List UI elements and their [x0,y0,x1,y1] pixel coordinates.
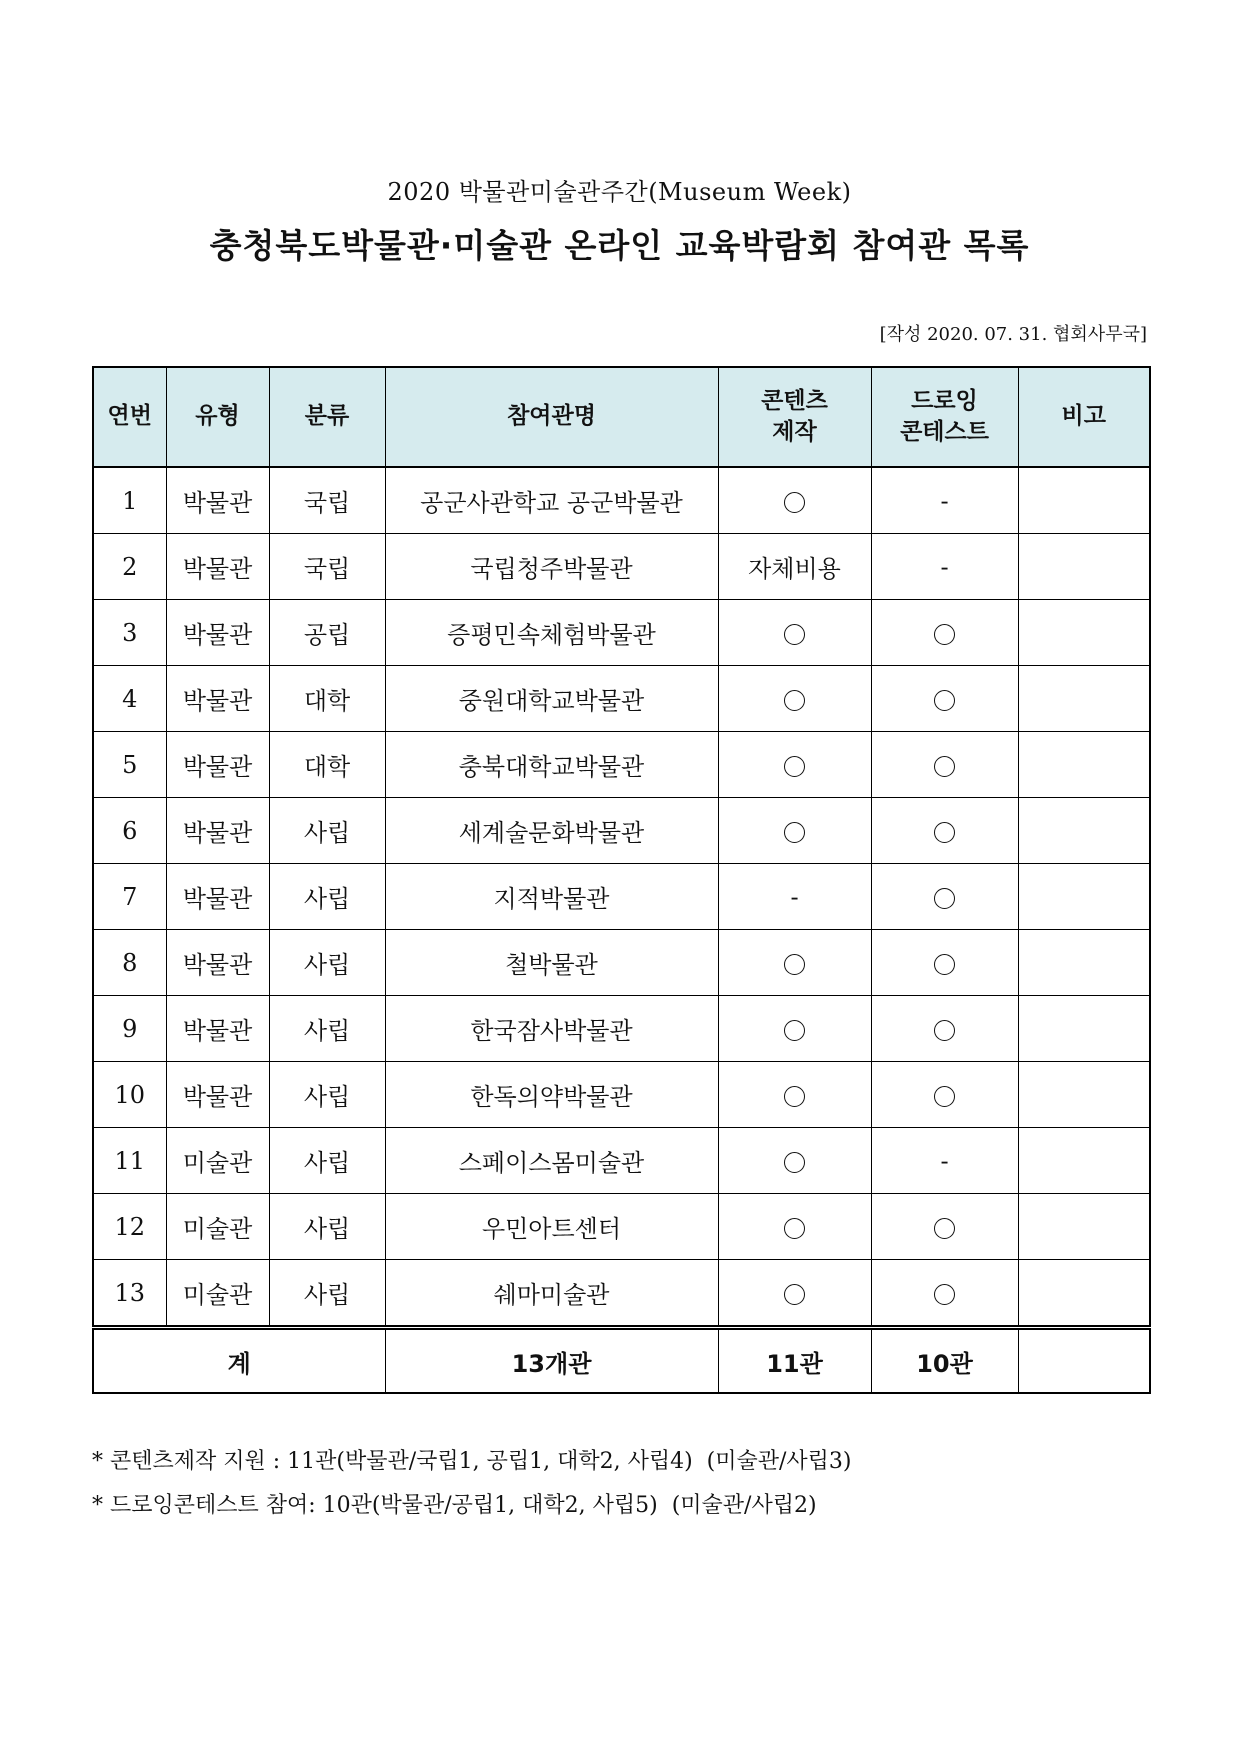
cell-type: 박물관 [166,798,269,864]
cell-drawing: - [871,534,1018,600]
table-row [93,864,1150,930]
cell-content [718,1194,871,1260]
cell-category: 공립 [269,600,385,666]
cell-type: 박물관 [166,534,269,600]
cell-no: 10 [93,1062,166,1128]
cell-name: 국립청주박물관 [385,534,718,600]
cell-remark [1018,1128,1150,1194]
cell-category: 국립 [269,534,385,600]
cell-drawing [871,996,1018,1062]
total-content: 11관 [718,1328,871,1394]
cell-type: 미술관 [166,1260,269,1328]
cell-remark [1018,1194,1150,1260]
cell-category: 사립 [269,864,385,930]
cell-category: 사립 [269,1128,385,1194]
cell-remark [1018,732,1150,798]
total-label: 계 [93,1328,385,1394]
cell-type: 박물관 [166,467,269,534]
cell-category: 사립 [269,1062,385,1128]
table-row [93,1260,1150,1328]
cell-no: 1 [93,467,166,534]
circle-mark-icon [934,888,955,909]
cell-remark [1018,996,1150,1062]
cell-name: 스페이스몸미술관 [385,1128,718,1194]
document-subtitle: 2020 박물관미술관주간(Museum Week) [387,178,852,206]
cell-drawing [871,798,1018,864]
col-header-type: 유형 [166,367,269,467]
cell-no: 11 [93,1128,166,1194]
cell-name: 한독의약박물관 [385,1062,718,1128]
col-header-remark: 비고 [1018,367,1150,467]
cell-name: 쉐마미술관 [385,1260,718,1328]
cell-type: 박물관 [166,666,269,732]
cell-remark [1018,1260,1150,1328]
cell-content [718,732,871,798]
table-row [93,930,1150,996]
table-row [93,467,1150,534]
cell-no: 6 [93,798,166,864]
circle-mark-icon [934,690,955,711]
circle-mark-icon [784,492,805,513]
cell-name: 우민아트센터 [385,1194,718,1260]
col-header-no: 연번 [93,367,166,467]
table-row [93,1194,1150,1260]
cell-remark [1018,467,1150,534]
circle-mark-icon [934,756,955,777]
cell-drawing: - [871,467,1018,534]
circle-mark-icon [934,822,955,843]
col-header-name: 참여관명 [385,367,718,467]
cell-drawing [871,666,1018,732]
circle-mark-icon [934,954,955,975]
cell-no: 3 [93,600,166,666]
cell-category: 사립 [269,798,385,864]
cell-name: 충북대학교박물관 [385,732,718,798]
circle-mark-icon [784,1086,805,1107]
circle-mark-icon [784,822,805,843]
table-row [93,600,1150,666]
col-header-category: 분류 [269,367,385,467]
cell-category: 국립 [269,467,385,534]
cell-name: 중원대학교박물관 [385,666,718,732]
circle-mark-icon [934,1020,955,1041]
document-title: 충청북도박물관·미술관 온라인 교육박람회 참여관 목록 [209,226,1030,265]
cell-content: 자체비용 [718,534,871,600]
cell-no: 12 [93,1194,166,1260]
circle-mark-icon [784,1152,805,1173]
total-drawing: 10관 [871,1328,1018,1394]
cell-remark [1018,864,1150,930]
cell-name: 한국잠사박물관 [385,996,718,1062]
cell-category: 대학 [269,732,385,798]
circle-mark-icon [784,690,805,711]
circle-mark-icon [784,954,805,975]
cell-no: 13 [93,1260,166,1328]
circle-mark-icon [934,1218,955,1239]
circle-mark-icon [934,1284,955,1305]
table-row [93,1128,1150,1194]
table-row [93,666,1150,732]
circle-mark-icon [784,756,805,777]
col-header-content: 콘텐츠 제작 [718,367,871,467]
cell-no: 4 [93,666,166,732]
cell-remark [1018,798,1150,864]
cell-category: 사립 [269,930,385,996]
table-header-row [93,367,1150,467]
cell-drawing [871,1260,1018,1328]
cell-content [718,798,871,864]
author-date-note: [작성 2020. 07. 31. 협회사무국] [879,324,1147,345]
cell-drawing [871,732,1018,798]
cell-content [718,467,871,534]
cell-content [718,666,871,732]
cell-content [718,1128,871,1194]
cell-name: 증평민속체험박물관 [385,600,718,666]
cell-drawing [871,864,1018,930]
cell-no: 5 [93,732,166,798]
table-row [93,534,1150,600]
cell-drawing [871,1062,1018,1128]
cell-category: 대학 [269,666,385,732]
cell-remark [1018,930,1150,996]
cell-no: 2 [93,534,166,600]
cell-content [718,1260,871,1328]
cell-category: 사립 [269,1260,385,1328]
cell-name: 공군사관학교 공군박물관 [385,467,718,534]
col-header-drawing: 드로잉 콘테스트 [871,367,1018,467]
cell-name: 세계술문화박물관 [385,798,718,864]
cell-category: 사립 [269,996,385,1062]
cell-drawing: - [871,1128,1018,1194]
cell-content [718,1062,871,1128]
circle-mark-icon [934,1086,955,1107]
cell-remark [1018,534,1150,600]
cell-type: 박물관 [166,600,269,666]
cell-drawing [871,1194,1018,1260]
circle-mark-icon [784,1284,805,1305]
cell-content [718,600,871,666]
cell-category: 사립 [269,1194,385,1260]
footnote-drawing: * 드로잉콘테스트 참여: 10관(박물관/공립1, 대학2, 사립5) (미술관/사립2) [92,1493,817,1518]
circle-mark-icon [784,1020,805,1041]
circle-mark-icon [784,1218,805,1239]
cell-remark [1018,1062,1150,1128]
cell-type: 박물관 [166,996,269,1062]
cell-name: 철박물관 [385,930,718,996]
total-row [93,1328,1150,1394]
circle-mark-icon [784,624,805,645]
cell-no: 8 [93,930,166,996]
cell-remark [1018,600,1150,666]
cell-name: 지적박물관 [385,864,718,930]
cell-no: 7 [93,864,166,930]
participants-table [92,366,1151,1394]
cell-type: 미술관 [166,1194,269,1260]
table-row [93,798,1150,864]
cell-content: - [718,864,871,930]
circle-mark-icon [934,624,955,645]
cell-type: 박물관 [166,864,269,930]
cell-type: 박물관 [166,732,269,798]
cell-drawing [871,600,1018,666]
total-remark [1018,1328,1150,1394]
total-name: 13개관 [385,1328,718,1394]
cell-no: 9 [93,996,166,1062]
table-row [93,996,1150,1062]
cell-content [718,996,871,1062]
table-row [93,1062,1150,1128]
cell-type: 박물관 [166,1062,269,1128]
cell-type: 박물관 [166,930,269,996]
cell-drawing [871,930,1018,996]
footnote-content: * 콘텐츠제작 지원 : 11관(박물관/국립1, 공립1, 대학2, 사립4) (미술관/사립3) [92,1449,852,1474]
table-row [93,732,1150,798]
cell-content [718,930,871,996]
cell-remark [1018,666,1150,732]
footnotes [92,1440,852,1528]
cell-type: 미술관 [166,1128,269,1194]
